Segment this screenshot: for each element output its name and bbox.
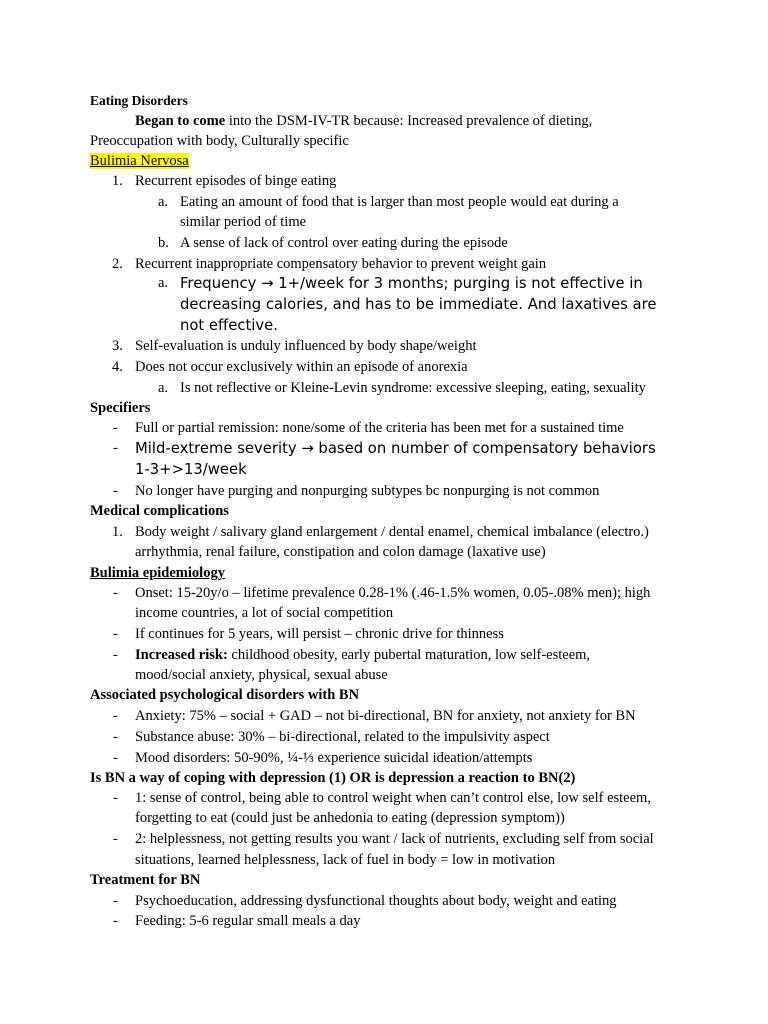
criterion-2: Recurrent inappropriate compensatory behavior to prevent weight gain [135,256,547,272]
coping-1-line-1: 1: sense of control, being able to control weight when can’t control else, low self esteem, [135,790,651,806]
specifier-3: No longer have purging and nonpurging subtypes bc nonpurging is not common [135,483,600,499]
medical-1-line-2: arrhythmia, renal failure, constipation and colon damage (laxative use) [135,544,546,560]
specifiers-heading: Specifiers [90,400,151,416]
specifier-2-line-2: 1-3+>13/week [135,461,247,478]
criterion-1: Recurrent episodes of binge eating [135,173,337,189]
epidemiology-3-line-1 [135,645,590,665]
psych-2: Substance abuse: 30% – bi-directional, related to the impulsivity aspect [135,729,550,745]
document-title: Eating Disorders [90,93,188,108]
epidemiology-3-line-2: mood/social anxiety, physical, sexual abuse [135,667,388,683]
list-dash: - [113,893,118,909]
intro-line-1 [135,111,592,131]
epidemiology-heading: Bulimia epidemiology [90,565,225,581]
list-dash: - [113,647,118,663]
list-dash: - [113,729,118,745]
criterion-2a-line-3: not effective. [180,317,278,334]
list-dash: - [113,585,118,601]
psych-3: Mood disorders: 50-90%, ¼-⅓ experience suicidal ideation/attempts [135,750,533,766]
medical-complications-heading: Medical complications [90,503,229,519]
criterion-1b: A sense of lack of control over eating during the episode [180,235,508,251]
criterion-2a-line-2: decreasing calories, and has to be immediate. And laxatives are [180,296,657,313]
coping-2-line-2: situations, learned helplessness, lack of fuel in body = low in motivation [135,852,556,868]
treatment-2: Feeding: 5-6 regular small meals a day [135,913,361,929]
specifier-1: Full or partial remission: none/some of the criteria has been met for a sustained time [135,420,624,436]
coping-heading: Is BN a way of coping with depression (1) OR is depression a reaction to BN(2) [90,770,576,786]
highlighted-heading: Bulimia Nervosa [90,153,189,169]
criterion-1a-line-2: similar period of time [180,214,307,230]
list-dash: - [113,790,118,806]
list-dash: - [113,708,118,724]
epidemiology-1-line-1: Onset: 15-20y/o – lifetime prevalence 0.28-1% (.46-1.5% women, 0.05-.08% men); high [135,585,651,601]
psych-1: Anxiety: 75% – social + GAD – not bi-directional, BN for anxiety, not anxiety for BN [135,708,636,724]
list-dash: - [113,750,118,766]
list-number: 2. [112,256,123,272]
bulimia-nervosa-heading [90,151,189,171]
list-letter: a. [158,275,169,291]
specifier-2-line-1: Mild-extreme severity → based on number of compensatory behaviors [135,440,656,457]
list-letter: b. [158,235,169,251]
criterion-1a-line-1: Eating an amount of food that is larger than most people would eat during a [180,194,619,210]
list-number: 3. [112,338,123,354]
coping-2-line-1: 2: helplessness, not getting results you want / lack of nutrients, excluding self from social [135,831,654,847]
psych-disorders-heading: Associated psychological disorders with BN [90,687,360,703]
increased-risk-text: childhood obesity, early pubertal maturation, low self-esteem, [227,647,591,663]
intro-line-2: Preoccupation with body, Culturally specific [90,133,349,149]
list-number: 1. [112,173,123,189]
intro-bold: Began to come [135,113,226,129]
criterion-2a-line-1: Frequency → 1+/week for 3 months; purging is not effective in [180,275,643,292]
coping-1-line-2: forgetting to eat (could just be anhedonia to eating (depression symptom)) [135,810,565,826]
list-dash: - [113,626,118,642]
list-dash: - [113,483,118,499]
criterion-4a: Is not reflective or Kleine-Levin syndrome: excessive sleeping, eating, sexuality [180,380,646,396]
epidemiology-2: If continues for 5 years, will persist – chronic drive for thinness [135,626,504,642]
criterion-3: Self-evaluation is unduly influenced by body shape/weight [135,338,477,354]
list-dash: - [113,420,118,436]
treatment-heading: Treatment for BN [90,872,201,888]
list-dash: - [113,831,118,847]
list-dash: - [113,913,118,929]
intro-rest: into the DSM-IV-TR because: Increased prevalence of dieting, [225,113,593,129]
list-letter: a. [158,380,169,396]
list-letter: a. [158,194,169,210]
criterion-4: Does not occur exclusively within an episode of anorexia [135,359,468,375]
list-number: 1. [112,524,123,540]
list-number: 4. [112,359,123,375]
treatment-1: Psychoeducation, addressing dysfunctional thoughts about body, weight and eating [135,893,617,909]
epidemiology-1-line-2: income countries, a lot of social competition [135,605,394,621]
increased-risk-label: Increased risk: [135,647,228,663]
medical-1-line-1: Body weight / salivary gland enlargement / dental enamel, chemical imbalance (electro.) [135,524,649,540]
list-dash: - [113,440,118,456]
